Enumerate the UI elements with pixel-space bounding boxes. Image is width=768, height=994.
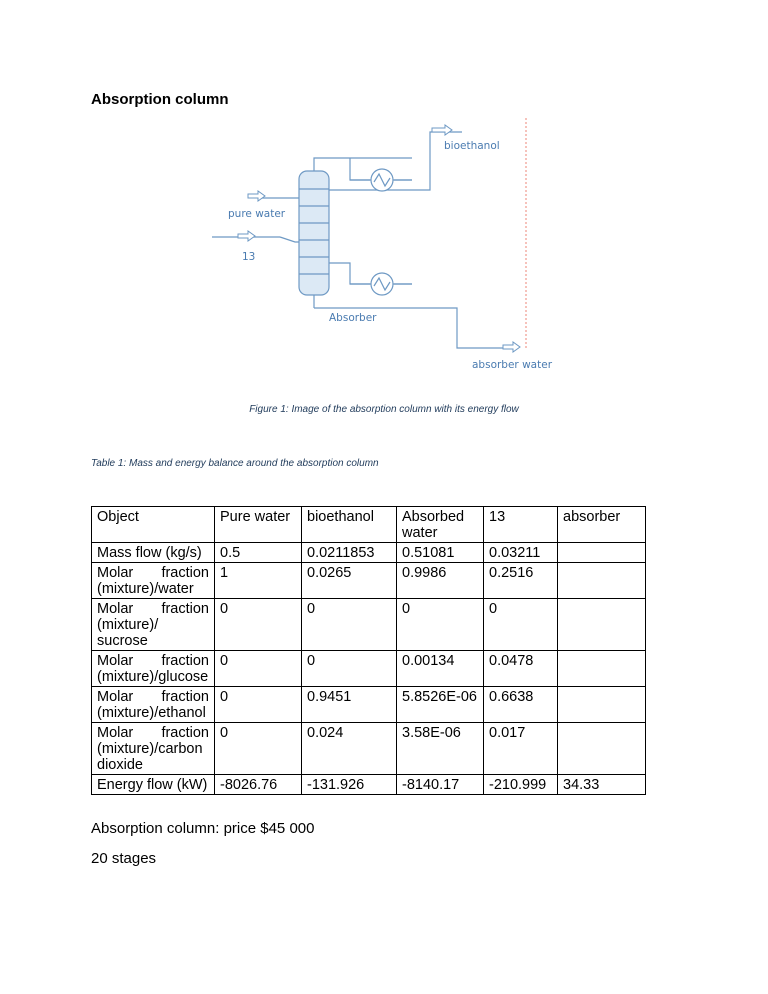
table-cell: 0	[302, 651, 397, 687]
table-cell: 0.0265	[302, 563, 397, 599]
absorber-water-label: absorber water	[472, 359, 553, 371]
table-caption: Table 1: Mass and energy balance around the absorption column	[91, 458, 379, 469]
stages-text: 20 stages	[91, 850, 157, 867]
row-label: Molar fraction (mixture)/carbon dioxide	[92, 723, 215, 775]
table-row	[92, 775, 646, 795]
row-label: Molar fraction (mixture)/glucose	[92, 651, 215, 687]
table-cell: 0.2516	[484, 563, 558, 599]
table-cell: 0.9986	[397, 563, 484, 599]
table-cell: 0.5	[215, 543, 302, 563]
table-cell: -131.926	[302, 775, 397, 795]
pure-water-arrow-icon	[248, 191, 265, 201]
header-cell: Absorbed water	[397, 507, 484, 543]
table-cell: 0.0211853	[302, 543, 397, 563]
table-cell: 0	[215, 723, 302, 775]
table-cell: 0.6638	[484, 687, 558, 723]
table-cell: 0	[302, 599, 397, 651]
row-label: Molar fraction (mixture)/ sucrose	[92, 599, 215, 651]
row-label: Molar fraction (mixture)/water	[92, 563, 215, 599]
row-label: Molar fraction (mixture)/ethanol	[92, 687, 215, 723]
table-cell: 0	[397, 599, 484, 651]
header-cell: Pure water	[215, 507, 302, 543]
pure-water-label: pure water	[228, 208, 286, 220]
table-cell: 0.51081	[397, 543, 484, 563]
table-cell: 0.0478	[484, 651, 558, 687]
table-cell: 0.03211	[484, 543, 558, 563]
table-cell	[558, 599, 646, 651]
table-cell: 0.017	[484, 723, 558, 775]
stream-13-label: 13	[242, 251, 256, 263]
table-cell: 34.33	[558, 775, 646, 795]
table-cell: 0	[215, 687, 302, 723]
header-cell: bioethanol	[302, 507, 397, 543]
table-cell: -8140.17	[397, 775, 484, 795]
table-cell	[558, 543, 646, 563]
table-cell	[558, 651, 646, 687]
table-cell: -210.999	[484, 775, 558, 795]
table-row	[92, 723, 646, 775]
table-cell	[558, 687, 646, 723]
table-cell: 0.00134	[397, 651, 484, 687]
mass-energy-balance-table	[91, 506, 646, 795]
table-row	[92, 687, 646, 723]
table-cell: 0	[215, 651, 302, 687]
stream-13-arrow-icon	[238, 231, 255, 241]
table-cell: 0	[484, 599, 558, 651]
table-cell: 0.9451	[302, 687, 397, 723]
reboiler-icon	[371, 273, 393, 295]
row-label: Energy flow (kW)	[92, 775, 215, 795]
table-cell	[558, 723, 646, 775]
table-cell: -8026.76	[215, 775, 302, 795]
row-label: Mass flow (kg/s)	[92, 543, 215, 563]
table-row	[92, 543, 646, 563]
table-header-row	[92, 507, 646, 543]
header-cell: absorber	[558, 507, 646, 543]
absorber-label: Absorber	[329, 312, 377, 324]
header-cell: 13	[484, 507, 558, 543]
price-text: Absorption column: price $45 000	[91, 820, 315, 837]
table-cell: 0	[215, 599, 302, 651]
bioethanol-arrow-icon	[432, 125, 452, 135]
table-cell: 3.58E-06	[397, 723, 484, 775]
header-cell: Object	[92, 507, 215, 543]
table-row	[92, 651, 646, 687]
figure-caption: Figure 1: Image of the absorption column with its energy flow	[249, 404, 519, 415]
table-cell: 0.024	[302, 723, 397, 775]
condenser-icon	[371, 169, 393, 191]
table-row	[92, 563, 646, 599]
section-heading: Absorption column	[91, 91, 229, 108]
absorber-water-arrow-icon	[503, 342, 520, 352]
bioethanol-label: bioethanol	[444, 140, 500, 152]
table-row	[92, 599, 646, 651]
absorption-column-diagram	[200, 118, 570, 380]
table-cell	[558, 563, 646, 599]
absorber-column	[299, 171, 329, 295]
table-cell: 1	[215, 563, 302, 599]
table-cell: 5.8526E-06	[397, 687, 484, 723]
